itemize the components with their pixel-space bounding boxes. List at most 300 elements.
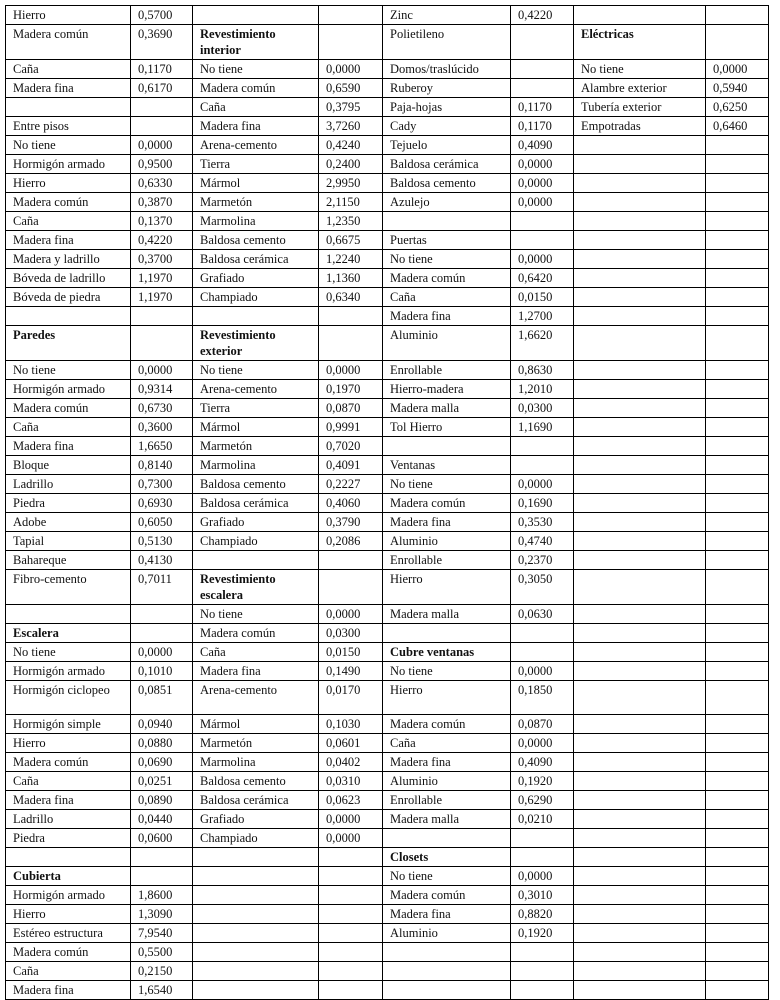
item-value-cell: 0,0600 xyxy=(131,829,193,848)
item-label-cell xyxy=(574,456,706,475)
table-row xyxy=(6,943,769,962)
table-row xyxy=(6,6,769,25)
table-row xyxy=(6,475,769,494)
item-label-cell xyxy=(383,624,511,643)
item-label-cell: Madera común xyxy=(383,886,511,905)
item-label-cell: Polietileno xyxy=(383,25,511,60)
item-label-cell xyxy=(574,734,706,753)
item-value-cell xyxy=(319,905,383,924)
table-row xyxy=(6,193,769,212)
table-row xyxy=(6,155,769,174)
item-label-cell: Madera fina xyxy=(6,437,131,456)
item-value-cell: 0,0000 xyxy=(511,734,574,753)
table-row xyxy=(6,753,769,772)
item-value-cell xyxy=(131,307,193,326)
section-heading: Revestimiento interior xyxy=(193,25,319,60)
item-value-cell xyxy=(706,475,769,494)
item-label-cell: Arena-cemento xyxy=(193,380,319,399)
table-row xyxy=(6,269,769,288)
item-value-cell: 0,4090 xyxy=(511,136,574,155)
item-value-cell xyxy=(706,174,769,193)
item-value-cell: 2,9950 xyxy=(319,174,383,193)
table-row xyxy=(6,494,769,513)
item-label-cell: Bóveda de piedra xyxy=(6,288,131,307)
item-value-cell: 0,0251 xyxy=(131,772,193,791)
table-row xyxy=(6,532,769,551)
item-value-cell xyxy=(706,193,769,212)
item-value-cell xyxy=(706,734,769,753)
item-label-cell xyxy=(574,288,706,307)
item-label-cell xyxy=(383,943,511,962)
item-label-cell xyxy=(574,326,706,361)
section-heading: Cubierta xyxy=(6,867,131,886)
item-value-cell xyxy=(706,155,769,174)
table-row xyxy=(6,605,769,624)
item-value-cell: 2,1150 xyxy=(319,193,383,212)
item-label-cell xyxy=(574,418,706,437)
item-value-cell: 0,0000 xyxy=(511,193,574,212)
item-value-cell: 0,4060 xyxy=(319,494,383,513)
item-label-cell: Baldosa cemento xyxy=(383,174,511,193)
item-label-cell: Ladrillo xyxy=(6,810,131,829)
item-value-cell: 0,3050 xyxy=(511,570,574,605)
item-value-cell xyxy=(319,307,383,326)
item-value-cell: 0,0000 xyxy=(511,250,574,269)
item-label-cell xyxy=(193,551,319,570)
item-value-cell xyxy=(706,772,769,791)
item-value-cell xyxy=(706,715,769,734)
item-value-cell xyxy=(511,212,574,231)
item-value-cell: 0,1850 xyxy=(511,681,574,715)
table-row xyxy=(6,212,769,231)
item-label-cell xyxy=(574,829,706,848)
item-value-cell xyxy=(131,326,193,361)
item-label-cell: Madera común xyxy=(6,943,131,962)
item-value-cell: 0,6170 xyxy=(131,79,193,98)
item-label-cell: Ventanas xyxy=(383,456,511,475)
item-label-cell xyxy=(574,380,706,399)
item-value-cell: 1,2700 xyxy=(511,307,574,326)
item-label-cell: Mármol xyxy=(193,715,319,734)
item-value-cell: 0,8820 xyxy=(511,905,574,924)
table-row xyxy=(6,136,769,155)
item-value-cell: 0,8140 xyxy=(131,456,193,475)
item-value-cell: 0,0000 xyxy=(131,361,193,380)
item-label-cell: Madera común xyxy=(6,193,131,212)
item-label-cell xyxy=(383,962,511,981)
item-label-cell: Aluminio xyxy=(383,326,511,361)
item-label-cell: Bóveda de ladrillo xyxy=(6,269,131,288)
item-value-cell xyxy=(706,981,769,1000)
item-value-cell: 0,6050 xyxy=(131,513,193,532)
table-row xyxy=(6,772,769,791)
item-label-cell xyxy=(193,962,319,981)
item-label-cell: Madera común xyxy=(193,624,319,643)
item-value-cell xyxy=(131,98,193,117)
item-value-cell xyxy=(706,886,769,905)
item-label-cell: Tol Hierro xyxy=(383,418,511,437)
item-label-cell: Caña xyxy=(6,212,131,231)
table-row xyxy=(6,848,769,867)
item-label-cell xyxy=(574,475,706,494)
item-label-cell xyxy=(383,981,511,1000)
table-row xyxy=(6,962,769,981)
item-value-cell: 0,0940 xyxy=(131,715,193,734)
item-value-cell xyxy=(706,943,769,962)
item-label-cell xyxy=(574,6,706,25)
item-value-cell: 0,0890 xyxy=(131,791,193,810)
item-value-cell: 0,0870 xyxy=(319,399,383,418)
item-value-cell: 0,1920 xyxy=(511,924,574,943)
item-label-cell: Marmolina xyxy=(193,212,319,231)
item-label-cell: Marmetón xyxy=(193,193,319,212)
item-label-cell xyxy=(574,848,706,867)
item-value-cell xyxy=(511,60,574,79)
item-label-cell: Hormigón armado xyxy=(6,886,131,905)
item-value-cell: 0,1170 xyxy=(511,117,574,136)
item-value-cell: 0,1170 xyxy=(131,60,193,79)
item-label-cell xyxy=(193,886,319,905)
item-value-cell: 0,0870 xyxy=(511,715,574,734)
item-label-cell: Ladrillo xyxy=(6,475,131,494)
table-row xyxy=(6,250,769,269)
table-row xyxy=(6,734,769,753)
item-label-cell: Hormigón armado xyxy=(6,662,131,681)
item-label-cell xyxy=(574,681,706,715)
item-value-cell: 0,0300 xyxy=(511,399,574,418)
item-label-cell xyxy=(574,136,706,155)
item-value-cell: 0,6340 xyxy=(319,288,383,307)
item-label-cell: Arena-cemento xyxy=(193,681,319,715)
item-label-cell xyxy=(574,513,706,532)
table-row xyxy=(6,924,769,943)
item-label-cell xyxy=(383,437,511,456)
item-label-cell: Tejuelo xyxy=(383,136,511,155)
item-value-cell xyxy=(511,437,574,456)
table-row xyxy=(6,791,769,810)
item-label-cell xyxy=(574,193,706,212)
item-value-cell: 0,0601 xyxy=(319,734,383,753)
item-value-cell xyxy=(706,848,769,867)
item-value-cell xyxy=(511,943,574,962)
item-label-cell: Caña xyxy=(193,98,319,117)
table-row xyxy=(6,643,769,662)
item-label-cell: Aluminio xyxy=(383,772,511,791)
item-value-cell xyxy=(706,662,769,681)
item-value-cell xyxy=(319,867,383,886)
item-label-cell: Madera común xyxy=(383,269,511,288)
item-label-cell xyxy=(574,570,706,605)
item-label-cell xyxy=(193,981,319,1000)
item-label-cell: Madera común xyxy=(383,494,511,513)
item-value-cell: 1,3090 xyxy=(131,905,193,924)
item-label-cell xyxy=(574,867,706,886)
item-label-cell xyxy=(574,981,706,1000)
item-label-cell xyxy=(574,361,706,380)
item-label-cell xyxy=(574,624,706,643)
item-value-cell: 0,0150 xyxy=(319,643,383,662)
item-value-cell xyxy=(706,924,769,943)
item-value-cell xyxy=(706,624,769,643)
section-heading: Revestimiento exterior xyxy=(193,326,319,361)
item-value-cell: 0,9314 xyxy=(131,380,193,399)
item-label-cell: Enrollable xyxy=(383,791,511,810)
item-label-cell: Adobe xyxy=(6,513,131,532)
table-row xyxy=(6,288,769,307)
item-value-cell: 0,1010 xyxy=(131,662,193,681)
item-value-cell: 0,1490 xyxy=(319,662,383,681)
item-label-cell: Hierro xyxy=(383,570,511,605)
item-label-cell xyxy=(6,848,131,867)
item-label-cell xyxy=(193,867,319,886)
item-value-cell: 1,1690 xyxy=(511,418,574,437)
item-label-cell: Madera común xyxy=(6,753,131,772)
item-label-cell: Hierro xyxy=(6,6,131,25)
item-value-cell xyxy=(511,848,574,867)
item-label-cell xyxy=(574,399,706,418)
item-label-cell: Cady xyxy=(383,117,511,136)
item-value-cell: 0,8630 xyxy=(511,361,574,380)
table-row xyxy=(6,60,769,79)
item-label-cell: Madera y ladrillo xyxy=(6,250,131,269)
item-value-cell: 0,0310 xyxy=(319,772,383,791)
item-label-cell: No tiene xyxy=(6,136,131,155)
table-row xyxy=(6,551,769,570)
section-heading: Cubre ventanas xyxy=(383,643,511,662)
item-value-cell: 0,0000 xyxy=(511,662,574,681)
item-value-cell: 0,0150 xyxy=(511,288,574,307)
item-label-cell xyxy=(574,886,706,905)
table-row xyxy=(6,886,769,905)
item-label-cell: Fibro-cemento xyxy=(6,570,131,605)
item-value-cell: 0,5130 xyxy=(131,532,193,551)
item-label-cell: Hierro xyxy=(6,905,131,924)
item-label-cell: Hormigón armado xyxy=(6,155,131,174)
item-label-cell: Grafiado xyxy=(193,810,319,829)
item-label-cell: Madera fina xyxy=(383,513,511,532)
item-value-cell xyxy=(319,6,383,25)
item-value-cell: 1,2010 xyxy=(511,380,574,399)
item-label-cell xyxy=(193,848,319,867)
item-value-cell: 0,0690 xyxy=(131,753,193,772)
item-value-cell xyxy=(706,867,769,886)
item-label-cell: Madera fina xyxy=(383,307,511,326)
item-label-cell xyxy=(574,753,706,772)
item-label-cell: Piedra xyxy=(6,494,131,513)
item-label-cell xyxy=(6,307,131,326)
item-label-cell: Empotradas xyxy=(574,117,706,136)
item-value-cell: 0,1370 xyxy=(131,212,193,231)
table-row xyxy=(6,810,769,829)
item-value-cell: 0,0000 xyxy=(511,155,574,174)
table-row xyxy=(6,79,769,98)
item-value-cell xyxy=(706,269,769,288)
item-label-cell: Madera fina xyxy=(6,981,131,1000)
item-label-cell: Alambre exterior xyxy=(574,79,706,98)
item-value-cell xyxy=(706,136,769,155)
item-label-cell: Bahareque xyxy=(6,551,131,570)
item-value-cell: 3,7260 xyxy=(319,117,383,136)
item-label-cell xyxy=(574,810,706,829)
item-label-cell: Domos/traslúcido xyxy=(383,60,511,79)
item-label-cell xyxy=(193,6,319,25)
item-label-cell: Mármol xyxy=(193,418,319,437)
item-value-cell: 0,4220 xyxy=(131,231,193,250)
item-value-cell: 0,6930 xyxy=(131,494,193,513)
item-label-cell xyxy=(574,791,706,810)
item-value-cell: 0,9991 xyxy=(319,418,383,437)
section-heading: Closets xyxy=(383,848,511,867)
item-label-cell xyxy=(574,662,706,681)
item-label-cell: Caña xyxy=(193,643,319,662)
item-label-cell: No tiene xyxy=(383,867,511,886)
item-value-cell: 0,9500 xyxy=(131,155,193,174)
item-label-cell: Madera común xyxy=(383,715,511,734)
item-value-cell xyxy=(706,399,769,418)
item-label-cell: Hormigón simple xyxy=(6,715,131,734)
item-value-cell: 1,8600 xyxy=(131,886,193,905)
item-value-cell: 1,1360 xyxy=(319,269,383,288)
item-value-cell: 0,4091 xyxy=(319,456,383,475)
item-label-cell: Hierro xyxy=(383,681,511,715)
item-label-cell: Caña xyxy=(6,60,131,79)
item-value-cell: 0,6250 xyxy=(706,98,769,117)
item-value-cell xyxy=(706,231,769,250)
item-value-cell xyxy=(706,532,769,551)
item-label-cell: Baldosa cemento xyxy=(193,231,319,250)
item-value-cell: 0,2086 xyxy=(319,532,383,551)
item-label-cell: Madera fina xyxy=(6,231,131,250)
item-value-cell xyxy=(706,551,769,570)
item-value-cell: 0,4130 xyxy=(131,551,193,570)
item-value-cell: 0,7020 xyxy=(319,437,383,456)
item-value-cell: 0,1030 xyxy=(319,715,383,734)
item-label-cell xyxy=(383,212,511,231)
item-value-cell: 0,6730 xyxy=(131,399,193,418)
table-row xyxy=(6,98,769,117)
item-value-cell xyxy=(131,867,193,886)
item-value-cell: 0,3530 xyxy=(511,513,574,532)
item-label-cell xyxy=(574,962,706,981)
item-value-cell xyxy=(319,924,383,943)
item-value-cell: 0,0440 xyxy=(131,810,193,829)
item-value-cell xyxy=(131,848,193,867)
item-value-cell xyxy=(511,829,574,848)
item-value-cell xyxy=(131,605,193,624)
table-row xyxy=(6,456,769,475)
item-value-cell xyxy=(511,643,574,662)
item-value-cell: 0,0170 xyxy=(319,681,383,715)
item-value-cell xyxy=(706,326,769,361)
item-value-cell: 0,0630 xyxy=(511,605,574,624)
item-value-cell: 0,0000 xyxy=(319,810,383,829)
item-label-cell: Baldosa cerámica xyxy=(193,791,319,810)
item-label-cell: Aluminio xyxy=(383,924,511,943)
table-row xyxy=(6,905,769,924)
item-value-cell xyxy=(319,886,383,905)
item-label-cell: Madera fina xyxy=(6,791,131,810)
item-value-cell xyxy=(319,943,383,962)
item-value-cell xyxy=(319,962,383,981)
item-value-cell: 0,0300 xyxy=(319,624,383,643)
item-label-cell: No tiene xyxy=(6,361,131,380)
item-label-cell xyxy=(574,905,706,924)
item-value-cell xyxy=(511,456,574,475)
item-value-cell xyxy=(511,231,574,250)
item-value-cell xyxy=(706,643,769,662)
item-value-cell: 1,2350 xyxy=(319,212,383,231)
item-value-cell xyxy=(706,810,769,829)
item-label-cell xyxy=(574,437,706,456)
item-value-cell xyxy=(706,962,769,981)
item-value-cell xyxy=(706,513,769,532)
table-row xyxy=(6,829,769,848)
item-label-cell xyxy=(574,307,706,326)
item-value-cell xyxy=(706,307,769,326)
table-row xyxy=(6,174,769,193)
item-label-cell: Estéreo estructura xyxy=(6,924,131,943)
item-label-cell: Champiado xyxy=(193,532,319,551)
item-label-cell xyxy=(574,643,706,662)
item-value-cell: 1,1970 xyxy=(131,269,193,288)
item-value-cell: 0,0000 xyxy=(319,605,383,624)
item-label-cell: Zinc xyxy=(383,6,511,25)
item-label-cell xyxy=(574,212,706,231)
item-value-cell: 0,0880 xyxy=(131,734,193,753)
item-label-cell: No tiene xyxy=(193,605,319,624)
item-label-cell: Madera malla xyxy=(383,605,511,624)
item-value-cell: 0,6460 xyxy=(706,117,769,136)
item-value-cell xyxy=(131,624,193,643)
item-label-cell xyxy=(574,772,706,791)
item-label-cell: Hierro xyxy=(6,734,131,753)
item-label-cell: Mármol xyxy=(193,174,319,193)
item-label-cell: Tapial xyxy=(6,532,131,551)
item-value-cell: 0,3600 xyxy=(131,418,193,437)
table-row xyxy=(6,867,769,886)
item-label-cell xyxy=(574,551,706,570)
item-value-cell xyxy=(706,905,769,924)
item-value-cell xyxy=(511,25,574,60)
item-label-cell: Paja-hojas xyxy=(383,98,511,117)
item-label-cell: Tubería exterior xyxy=(574,98,706,117)
table-row xyxy=(6,361,769,380)
item-value-cell: 0,3010 xyxy=(511,886,574,905)
item-value-cell xyxy=(706,418,769,437)
item-label-cell xyxy=(193,924,319,943)
item-value-cell: 0,6290 xyxy=(511,791,574,810)
item-value-cell xyxy=(706,494,769,513)
item-value-cell: 0,1170 xyxy=(511,98,574,117)
item-label-cell xyxy=(574,715,706,734)
section-heading: Revestimiento escalera xyxy=(193,570,319,605)
table-row xyxy=(6,418,769,437)
item-value-cell: 0,4240 xyxy=(319,136,383,155)
item-value-cell xyxy=(706,361,769,380)
item-value-cell: 0,7011 xyxy=(131,570,193,605)
item-label-cell: No tiene xyxy=(574,60,706,79)
item-label-cell: Hormigón armado xyxy=(6,380,131,399)
table-row xyxy=(6,437,769,456)
item-value-cell: 1,6650 xyxy=(131,437,193,456)
item-value-cell: 0,7300 xyxy=(131,475,193,494)
item-value-cell: 0,0000 xyxy=(131,643,193,662)
item-label-cell xyxy=(574,494,706,513)
section-heading: Eléctricas xyxy=(574,25,706,60)
item-label-cell: Madera malla xyxy=(383,399,511,418)
item-label-cell: Caña xyxy=(6,772,131,791)
item-value-cell: 0,0000 xyxy=(511,867,574,886)
